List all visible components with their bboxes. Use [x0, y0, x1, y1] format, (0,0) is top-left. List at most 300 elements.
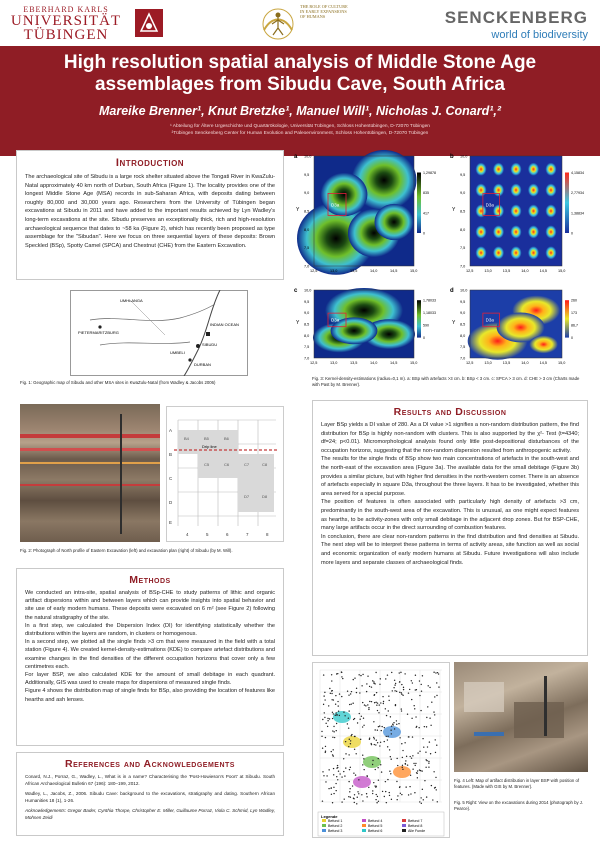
fig4-find-point [330, 788, 331, 789]
fig4-find-point [376, 739, 377, 740]
fig4-find-point [414, 708, 415, 709]
fig3-panel-b-density-blob [476, 246, 487, 259]
fig3-panel-b-legend-value: 0 [571, 231, 573, 236]
fig4-find-point [362, 726, 363, 727]
fig3-panel-a-density-blob [375, 204, 414, 240]
fig4-find-point [330, 693, 331, 694]
fig4-find-point [430, 753, 431, 754]
fig4-find-point [379, 725, 380, 726]
fig4-find-point [399, 672, 400, 673]
fig4-find-point [396, 781, 397, 782]
fig4-legend-swatch [402, 824, 406, 827]
fig3-panel-d-x-tick: 15,0 [558, 361, 566, 365]
fig4-find-point [356, 688, 357, 689]
fig3-panel-a-y-tick: 9,0 [304, 191, 310, 196]
fig4-find-point [359, 718, 360, 719]
fig4-find-point [408, 736, 409, 737]
fig3-panel-c [292, 284, 444, 374]
fig4-find-point [405, 763, 406, 764]
fig4-find-point [428, 766, 429, 767]
fig3-panel-b-density-blob [476, 184, 487, 197]
fig4-find-point [410, 793, 411, 794]
fig3-panel-d-y-tick: 9,0 [460, 311, 466, 316]
fig3-panel-b-letter: b [450, 154, 454, 160]
fig4-find-point [382, 791, 383, 792]
plan-cell-b5: B5 [204, 436, 209, 441]
fig4-find-point [331, 690, 332, 691]
fig4-find-point [393, 687, 394, 688]
fig4-find-point [377, 767, 378, 768]
fig4-find-point [419, 801, 420, 802]
fig4-find-point [358, 793, 359, 794]
fig3-panel-b-y-tick: 7,0 [460, 264, 466, 269]
fig4-find-point [399, 681, 400, 682]
roccea-logo [258, 4, 348, 44]
fig4-legend-label: Befund 6 [368, 829, 383, 833]
fig4-find-point [391, 799, 392, 800]
fig4-find-point [380, 742, 381, 743]
methods-paragraph-1: We conducted an intra-site, spatial analysis of BSp-CHE to study patterns of lithic and organic artifact dispersions within and between layers which can provide insights into spatial behavior and site use of early modern humans. These deposits were excavated on 6 m² (see Figure 2) following the natural stratigraphy of the site. [25, 590, 275, 621]
fig4-find-point [331, 699, 332, 700]
title-line1: High resolution spatial analysis of Middle Stone Age [63, 52, 537, 73]
fig4-find-point [424, 726, 425, 727]
fig4-find-point [325, 737, 326, 738]
fig4-find-point [341, 801, 342, 802]
fig3-panel-c-color-scale [417, 300, 421, 337]
fig4-find-point [337, 714, 338, 715]
fig3-panel-d-legend-value: 86,7 [571, 323, 578, 328]
fig4-find-point [413, 763, 414, 764]
fig3-panel-d-y-tick: 10,0 [460, 288, 468, 293]
fig4-legend-swatch [362, 819, 366, 822]
fig3-panel-d-y-tick: 9,5 [460, 299, 466, 304]
fig4-find-point [329, 718, 330, 719]
fig4-find-point [341, 776, 342, 777]
fig4-find-point [437, 672, 438, 673]
plan-col-8: 8 [266, 532, 269, 537]
fig4-find-point [387, 736, 388, 737]
fig4-find-point [350, 740, 351, 741]
fig4-find-point [331, 680, 332, 681]
fig4-find-point [366, 796, 367, 797]
fig4-find-point [396, 799, 397, 800]
fig2-excavation-plan [166, 406, 284, 542]
fig4-find-point [388, 695, 389, 696]
fig4-find-point [333, 768, 334, 769]
results-heading: Results and Discussion [393, 406, 507, 418]
fig4-find-point [423, 746, 424, 747]
fig4-find-point [421, 691, 422, 692]
fig4-find-point [400, 793, 401, 794]
fig4-find-point [333, 699, 334, 700]
fig4-find-point [323, 695, 324, 696]
fig3-panel-b-legend-value: 4,15834 [571, 171, 584, 175]
fig4-find-point [349, 788, 350, 789]
fig3-panel-c-y-tick: 9,0 [304, 311, 310, 316]
fig4-find-point [334, 737, 335, 738]
fig4-find-point [406, 756, 407, 757]
fig4-find-point [409, 689, 410, 690]
fig4-find-point [400, 672, 401, 673]
fig4-find-point [345, 753, 346, 754]
fig4-find-point [419, 695, 420, 696]
fig4-find-point [426, 796, 427, 797]
fig4-find-point [387, 739, 388, 740]
fig3-panel-a-x-tick: 15,0 [410, 269, 418, 273]
acknowledgements: Acknowledgements: Gregor Bader, Cynthia Thorpe, Christopher E. Miller, Guillaume Porraz, Viola C. Schmid, Lyn Wadley, Mohsen Zeidi [25, 808, 275, 820]
fig4-find-point [370, 743, 371, 744]
fig4-find-point [403, 689, 404, 690]
fig4-find-point [354, 736, 355, 737]
fig4-find-point [372, 760, 373, 761]
fig3-panel-a-y-tick: 9,5 [304, 172, 310, 177]
fig3-panel-a-color-scale [417, 173, 421, 234]
fig4-find-point [373, 683, 374, 684]
reference-2: Wadley, L., Jacobs, Z., 2006. Sibudu Cave: background to the excavations, stratigraphy and dating. Southern African Humanities 18 (1), 1-26. [25, 791, 275, 803]
fig3-panel-b-x-tick: 13,0 [484, 269, 492, 273]
fig4-find-point [343, 758, 344, 759]
fig3-panel-a [292, 150, 444, 282]
fig3-panel-b-y-tick: 9,0 [460, 191, 466, 196]
fig4-find-point [434, 714, 435, 715]
fig4-find-point [405, 760, 406, 761]
plan-cell-c7: C7 [244, 462, 250, 467]
fig4-find-point [421, 803, 422, 804]
fig4-find-point [431, 702, 432, 703]
fig4-find-point [394, 690, 395, 691]
introduction-heading: Introduction [115, 157, 185, 169]
fig4-find-point [431, 785, 432, 786]
fig4-find-point [422, 738, 423, 739]
fig4-find-point [425, 759, 426, 760]
fig3-panel-d-y-axis-label: Y [452, 320, 456, 326]
fig4-find-point [429, 687, 430, 688]
fig3-panel-d-y-tick: 8,0 [460, 333, 466, 338]
fig4-find-point [348, 710, 349, 711]
fig4-find-point [356, 692, 357, 693]
fig3-panel-a-legend-value: 0 [423, 231, 425, 236]
fig4-find-point [350, 693, 351, 694]
fig4-find-point [360, 675, 361, 676]
fig3-panel-a-y-tick: 7,5 [304, 246, 310, 251]
fig3-panel-d-x-tick: 13,5 [502, 361, 511, 365]
fig3-panel-b-density-blob [476, 163, 487, 176]
fig3-panel-c-x-tick: 12,5 [310, 361, 318, 365]
fig4-find-point [364, 704, 365, 705]
fig4-find-point [436, 789, 437, 790]
fig3-panel-a-y-tick: 10,0 [304, 154, 312, 159]
fig4-find-point [380, 678, 381, 679]
fig4-find-point [353, 679, 354, 680]
fig4-find-point [390, 759, 391, 760]
methods-paragraph-4: For layer BSP, we also calculated KDE for the amount of small debitage in each quadrant. Additionally, GIS was used to create maps for dispersions of measured single finds. [25, 672, 275, 687]
fig4-find-point [421, 684, 422, 685]
fig4-find-point [411, 699, 412, 700]
fig4-find-point [366, 691, 367, 692]
fig4-find-point [416, 689, 417, 690]
fig4-legend-label: Befund 4 [368, 819, 383, 823]
results-paragraph-3: The position of features is often associated with particularly high density of artefacts >3 cm, predominantly in the south-west area of the excavation. This is unusual, as one might expect features as hearths, to be activity-zones with only small debitage in the adjacent drop zones. But for BSP-CHE, many large artifacts occur in the direct surrounding of combustion features. [321, 499, 579, 532]
affiliation-1: ¹ Abteilung für Ältere Urgeschichte und Quartärökologie, Universität Tübingen, Schloss Hohentübingen, D-72070 Tübingen [170, 124, 430, 129]
references-box [16, 752, 284, 836]
fig3-panel-c-y-tick: 9,5 [304, 299, 310, 304]
fig3-panel-d-x-tick: 14,5 [539, 361, 547, 365]
fig4-find-point [328, 769, 329, 770]
fig3-panel-d-letter: d [450, 288, 454, 294]
fig4-find-point [322, 748, 323, 749]
fig4-legend-label: Befund 7 [408, 819, 423, 823]
fig4-find-point [435, 752, 436, 753]
fig4-find-point [341, 696, 342, 697]
plan-cell-d8: D8 [262, 494, 268, 499]
fig3-panel-c-legend-value: 1,18033 [423, 311, 436, 316]
fig4-find-point [389, 749, 390, 750]
fig4-find-point [391, 726, 392, 727]
fig4-find-point [339, 715, 340, 716]
fig4-find-point [390, 730, 391, 731]
methods-heading: Methods [129, 574, 171, 586]
map-label-umbeli: UMBELI [170, 350, 185, 355]
fig3-panel-a-legend-value: 417 [423, 211, 429, 216]
fig4-find-point [423, 799, 424, 800]
senckenberg-logo [445, 8, 588, 41]
fig4-find-point [368, 709, 369, 710]
fig4-find-point [377, 796, 378, 797]
fig4-find-point [322, 800, 323, 801]
methods-paragraph-5: Figure 4 shows the distribution map of single finds for BSp, also providing the location of features like hearths and ash lenses. [25, 688, 275, 703]
fig4-find-point [384, 727, 385, 728]
fig4-find-point [335, 790, 336, 791]
fig3-panel-a-square-label: D3a [331, 202, 340, 208]
fig4-find-point [354, 718, 355, 719]
fig4-find-point [351, 691, 352, 692]
fig4-find-point [322, 719, 323, 720]
fig4-find-point [435, 739, 436, 740]
fig4-find-point [372, 764, 373, 765]
fig4-find-point [350, 743, 351, 744]
fig4-find-point [421, 770, 422, 771]
fig4-find-point [343, 771, 344, 772]
references-heading: References and Acknowledgements [65, 758, 235, 770]
fig4-find-point [417, 770, 418, 771]
fig3-panel-c-x-tick: 13,5 [350, 361, 358, 365]
fig4-find-point [374, 729, 375, 730]
fig4-find-point [325, 781, 326, 782]
fig4-find-point [397, 795, 398, 796]
fig4-find-point [415, 675, 416, 676]
fig4-find-point [401, 694, 402, 695]
fig4-find-point [411, 757, 412, 758]
fig3-panel-d-x-tick: 12,5 [466, 361, 474, 365]
fig4-find-point [347, 723, 348, 724]
fig2-profile-photo [20, 404, 160, 542]
fig4-find-point [376, 802, 377, 803]
fig5-caption: Fig. 5 Right: View on the excavations during 2014 (photograph by J. Pearce). [454, 800, 584, 811]
fig4-find-point [369, 701, 370, 702]
tuebingen-line1: EBERHARD KARLS [23, 5, 109, 14]
fig4-find-point [357, 797, 358, 798]
fig4-find-point [390, 716, 391, 717]
fig4-find-point [422, 675, 423, 676]
senckenberg-name: SENCKENBERG [444, 8, 588, 27]
fig3-panel-d-y-tick: 8,5 [460, 322, 466, 327]
fig4-find-point [354, 749, 355, 750]
fig4-find-point [387, 779, 388, 780]
fig4-find-point [376, 794, 377, 795]
fig4-find-point [336, 673, 337, 674]
fig4-find-point [412, 682, 413, 683]
fig4-find-point [434, 787, 435, 788]
fig4-find-point [379, 684, 380, 685]
fig3-panel-b-y-tick: 8,5 [460, 209, 466, 214]
fig4-find-point [337, 765, 338, 766]
fig4-find-point [378, 801, 379, 802]
logo-bar [0, 0, 600, 46]
drip-line-label: Drip line [202, 444, 217, 449]
fig4-find-point [424, 780, 425, 781]
tuebingen-seal-icon [132, 6, 166, 40]
fig4-legend-label: Befund 5 [368, 824, 383, 828]
fig4-find-point [396, 691, 397, 692]
introduction-text: The archaeological site of Sibudu is a large rock shelter situated above the Tongati River in KwaZulu-Natal approximately 40 km north of Durban, South Africa (Figure 1). The locality provides one of the longest Middle Stone Age (MSA) records in sub-Saharan Africa, with deposits dating between roughly 80,000 and 30,000 years ago. Researchers from the University of Tübingen began excavations at Sibudu in 2011 and have added to the important results achieved by Lyn Wadley's long-term excavations at the site. Sibudu preserves an exceptionally thick, rich and high-resolution archaeological sequence that dates to ~58 ka (Figure 2), which has recently been proposed as type assemblage for the "Sibudan". Here we focus on three sequential layers of these deposits: Brown Speckled (BSp), Spotty Camel (SPCA) and Chestnut (CHE) from the Eastern Excavation. [25, 174, 275, 249]
fig4-legend-label: Befund 2 [328, 824, 343, 828]
fig1-caption: Fig. 1: Geographic map of Sibudu and other MSA sites in KwaZulu-Natal (from Wadley & Jacobs 2006) [20, 380, 216, 385]
fig3-panel-b-density-blob [545, 163, 556, 176]
fig4-find-point [345, 767, 346, 768]
fig3-panel-c-x-tick: 14,0 [370, 361, 378, 365]
fig4-find-point [412, 736, 413, 737]
fig4-find-point [352, 785, 353, 786]
fig4-find-point [396, 720, 397, 721]
map-label-durban: DURBAN [194, 362, 211, 367]
fig4-find-point [344, 715, 345, 716]
fig4-find-point [415, 763, 416, 764]
fig4-find-point [427, 706, 428, 707]
fig4-find-point [387, 674, 388, 675]
fig3-panel-a-x-tick: 14,0 [370, 269, 378, 273]
fig3-panel-a-legend-value: 835 [423, 191, 429, 196]
fig4-find-point [341, 676, 342, 677]
affiliation-2: ²Tübingen Senckenberg Center for Human Evolution and Paleoenvironment, Schloss Hohentübingen, D-72070 Tübingen [171, 130, 429, 136]
fig4-find-point [381, 730, 382, 731]
fig3-panel-a-legend-value: 1,29878 [423, 171, 436, 175]
title-line2: assemblages from Sibudu Cave, South Africa [94, 74, 505, 95]
fig4-find-point [374, 785, 375, 786]
fig4-find-point [419, 680, 420, 681]
fig3-panel-b-x-tick: 12,5 [466, 269, 474, 273]
fig4-find-point [411, 718, 412, 719]
tuebingen-line3: TÜBINGEN [23, 27, 109, 43]
fig4-find-point [335, 704, 336, 705]
fig4-find-point [402, 767, 403, 768]
plan-row-d: D [169, 500, 173, 505]
fig4-find-point [391, 733, 392, 734]
fig4-find-point [380, 764, 381, 765]
fig4-find-point [341, 672, 342, 673]
plan-cell-d7: D7 [244, 494, 250, 499]
fig4-find-point [422, 789, 423, 790]
poster-title [0, 52, 600, 96]
fig4-find-point [357, 791, 358, 792]
fig4-find-point [327, 718, 328, 719]
fig3-panel-b-x-tick: 13,5 [502, 269, 511, 273]
fig4-find-point [435, 777, 436, 778]
fig4-find-point [401, 708, 402, 709]
fig4-find-point [409, 756, 410, 757]
fig4-legend-label: Befund 1 [328, 819, 343, 823]
fig4-find-point [390, 756, 391, 757]
fig4-find-point [362, 674, 363, 675]
fig4-find-point [322, 771, 323, 772]
fig4-legend-swatch [362, 824, 366, 827]
fig4-find-point [363, 718, 364, 719]
fig4-find-point [413, 705, 414, 706]
fig4-find-point [401, 743, 402, 744]
fig3-panel-b-density-blob [510, 204, 521, 217]
fig3-panel-b-x-tick: 14,5 [539, 269, 547, 273]
fig4-find-point [381, 726, 382, 727]
fig4-find-point [366, 775, 367, 776]
fig4-find-point [375, 744, 376, 745]
reference-1: Conard, N.J., Porraz, G., Wadley, L., What is in a name? Characterising the 'Post-Howieson's Poort' at Sibudu. South African Archaeological Bulletin 67 (196): 180–199, 2012. [25, 774, 275, 786]
fig4-find-point [374, 702, 375, 703]
fig4-find-point [376, 692, 377, 693]
fig4-find-point [362, 702, 363, 703]
fig4-find-point [402, 695, 403, 696]
fig4-find-point [332, 802, 333, 803]
fig3-panel-b-density-blob [528, 163, 539, 176]
fig4-find-point [324, 712, 325, 713]
fig4-find-point [407, 764, 408, 765]
fig3-panel-c-y-tick: 8,5 [304, 322, 310, 327]
fig4-find-point [416, 773, 417, 774]
fig4-find-point [344, 775, 345, 776]
fig4-find-point [333, 713, 334, 714]
fig4-find-point [337, 779, 338, 780]
fig3-panel-a-y-tick: 8,0 [304, 227, 310, 232]
fig4-find-point [336, 723, 337, 724]
fig4-find-point [354, 677, 355, 678]
fig4-find-point [389, 795, 390, 796]
fig4-find-point [332, 754, 333, 755]
fig4-find-point [401, 794, 402, 795]
fig3-panel-c-letter: c [294, 288, 298, 294]
fig4-find-point [354, 794, 355, 795]
fig4-find-point [414, 792, 415, 793]
fig4-find-point [344, 798, 345, 799]
fig4-find-point [397, 765, 398, 766]
plan-cell-c5: C5 [204, 462, 210, 467]
fig4-find-point [401, 692, 402, 693]
fig4-find-point [351, 703, 352, 704]
fig4-find-point [371, 701, 372, 702]
fig4-find-point [433, 672, 434, 673]
fig5-excavation-photo [454, 662, 588, 772]
fig3-panel-b-density-blob [528, 184, 539, 197]
fig4-find-point [419, 751, 420, 752]
fig4-find-point [323, 704, 324, 705]
fig3-panel-c-x-tick: 13,0 [330, 361, 338, 365]
fig4-legend-label: Befund 8 [408, 824, 423, 828]
fig4-find-point [359, 713, 360, 714]
fig3-panel-c-y-tick: 10,0 [304, 288, 312, 293]
fig3-panel-a-letter: a [294, 154, 298, 160]
fig4-find-point [426, 726, 427, 727]
introduction-box [16, 150, 284, 280]
fig4-find-point [337, 701, 338, 702]
fig4-find-point [335, 715, 336, 716]
fig4-find-point [348, 746, 349, 747]
